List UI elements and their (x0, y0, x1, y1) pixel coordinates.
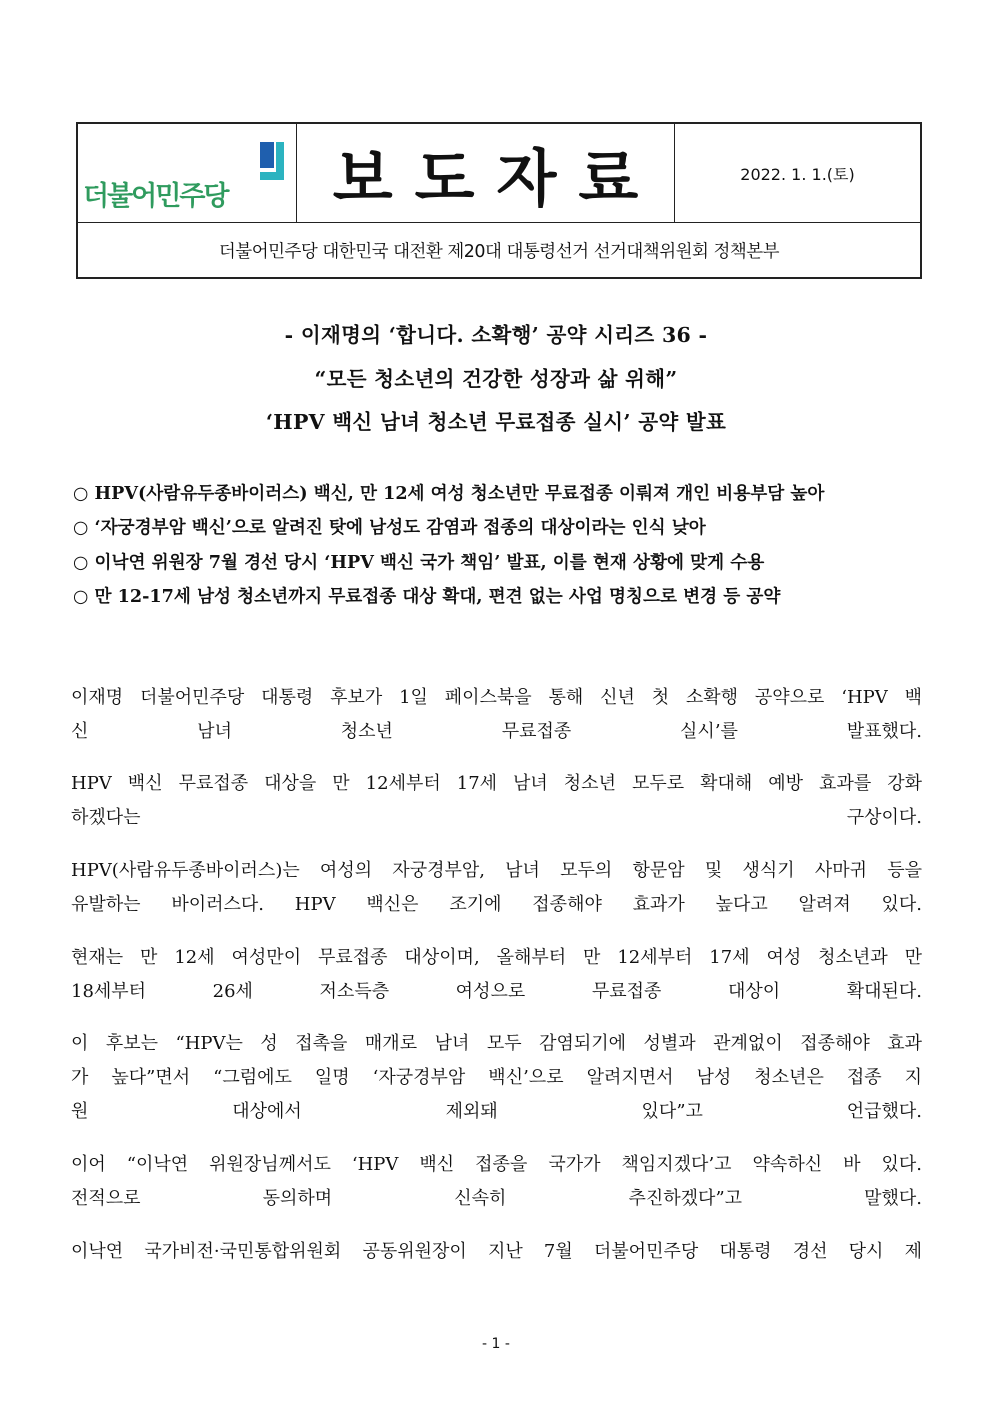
body-line: 이낙연 국가비전·국민통합위원회 공동위원장이 지난 7월 더불어민주당 대통령 경선 당시 제 (71, 1241, 922, 1262)
body-line: 이재명 더불어민주당 대통령 후보가 1일 페이스북을 통해 신년 첫 소확행 공약으로 ‘HPV 백 (71, 687, 922, 708)
body-line: 이 후보는 “HPV는 성 접촉을 매개로 남녀 모두 감염되기에 성별과 관계없이 접종해야 효과 (71, 1033, 922, 1054)
document-title: 보도자료 (332, 141, 661, 215)
release-date: 2022. 1. 1.(토) (740, 164, 855, 184)
body-paragraph (71, 767, 922, 835)
party-logo-mark-icon (258, 140, 288, 182)
body-line: 유발하는 바이러스다. HPV 백신은 조기에 접종해야 효과가 높다고 알려져 있다. (71, 894, 922, 915)
body-line: 18세부터 26세 저소득층 여성으로 무료접종 대상이 확대된다. (71, 981, 922, 1002)
headline-series: - 이재명의 ‘합니다. 소확행’ 공약 시리즈 36 - (284, 323, 708, 347)
body-paragraph (71, 681, 922, 749)
headline-title: ‘HPV 백신 남녀 청소년 무료접종 실시’ 공약 발표 (265, 410, 727, 434)
page-number: - 1 - (482, 1336, 510, 1352)
party-logo-text: 더불어민주당 (83, 181, 228, 212)
header-top-row (78, 124, 920, 223)
summary-point: ○ 이낙연 위원장 7월 경선 당시 ‘HPV 백신 국가 책임’ 발표, 이를 현재 상황에 맞게 수용 (73, 552, 765, 573)
body-paragraph (71, 1235, 922, 1269)
summary-point: ○ 만 12-17세 남성 청소년까지 무료접종 대상 확대, 편견 없는 사업 명칭으로 변경 등 공약 (73, 586, 781, 607)
department-row (78, 223, 920, 278)
body-line: HPV 백신 무료접종 대상을 만 12세부터 17세 남녀 청소년 모두로 확대해 예방 효과를 강화 (71, 773, 922, 794)
issuing-department: 더불어민주당 대한민국 대전환 제20대 대통령선거 선거대책위원회 정책본부 (218, 242, 780, 262)
body-paragraph (71, 1148, 922, 1216)
body-line: 현재는 만 12세 여성만이 무료접종 대상이며, 올해부터 만 12세부터 17세 여성 청소년과 만 (71, 947, 922, 968)
body-line: HPV(사람유두종바이러스)는 여성의 자궁경부암, 남녀 모두의 항문암 및 생식기 사마귀 등을 (71, 860, 922, 881)
body-paragraph (71, 854, 922, 922)
party-logo (78, 124, 297, 222)
body-line: 가 높다”면서 “그럼에도 일명 ‘자궁경부암 백신’으로 알려지면서 남성 청소년은 접종 지 (71, 1067, 922, 1088)
body-line: 하겠다는 구상이다. (71, 807, 922, 828)
title-cell (297, 124, 675, 222)
headline-quote: “모든 청소년의 건강한 성장과 삶 위해” (314, 367, 678, 391)
body-line: 이어 “이낙연 위원장님께서도 ‘HPV 백신 접종을 국가가 책임지겠다’고 약속하신 바 있다. (71, 1154, 922, 1175)
date-cell (675, 124, 920, 222)
summary-point: ○ ‘자궁경부암 백신’으로 알려진 탓에 남성도 감염과 접종의 대상이라는 인식 낮아 (73, 517, 706, 538)
body-line: 신 남녀 청소년 무료접종 실시’를 발표했다. (71, 721, 922, 742)
body-paragraph (71, 941, 922, 1009)
press-release-header (76, 122, 922, 279)
summary-point: ○ HPV(사람유두종바이러스) 백신, 만 12세 여성 청소년만 무료접종 이뤄져 개인 비용부담 높아 (73, 483, 825, 504)
body-line: 전적으로 동의하며 신속히 추진하겠다”고 말했다. (71, 1188, 922, 1209)
body-paragraph (71, 1027, 922, 1129)
body-line: 원 대상에서 제외돼 있다”고 언급했다. (71, 1101, 922, 1122)
